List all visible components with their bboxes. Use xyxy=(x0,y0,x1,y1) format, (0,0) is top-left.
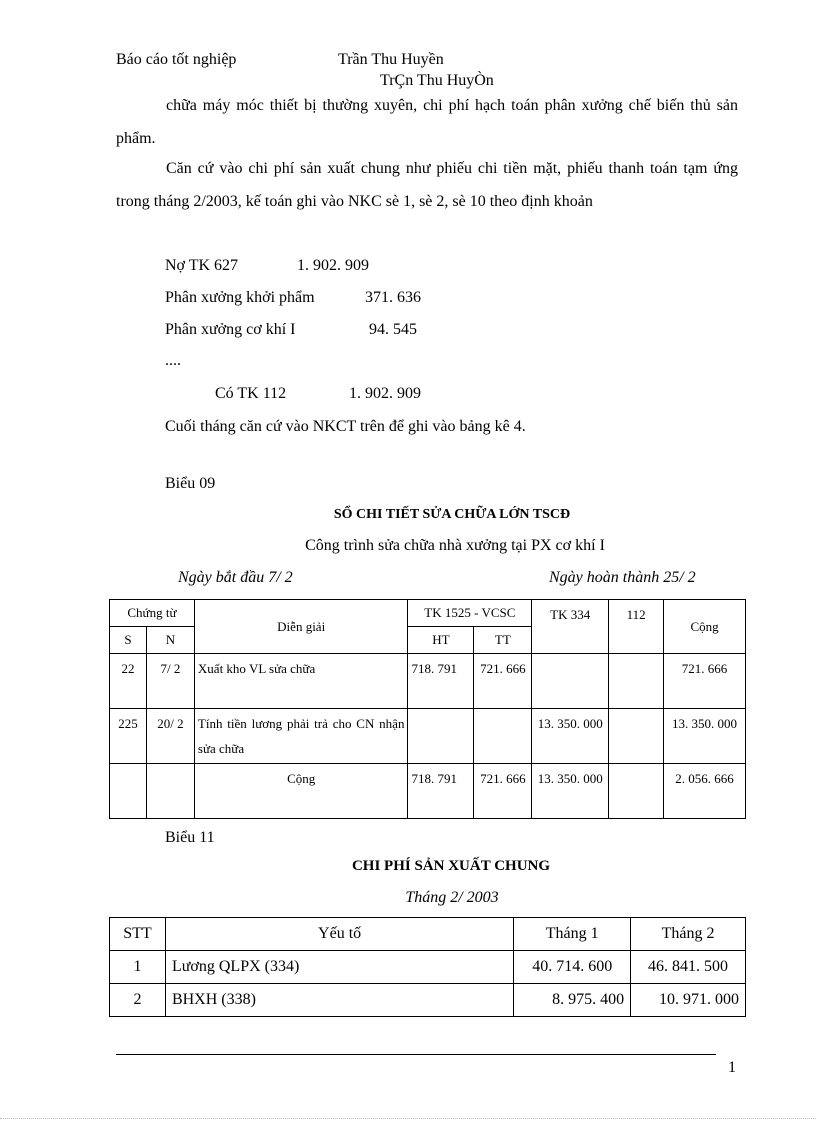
table-row xyxy=(110,951,746,984)
cell-ht xyxy=(408,709,474,764)
bieu09-label: Biểu 09 xyxy=(165,475,216,492)
cell-empty xyxy=(110,764,147,819)
table-header-row xyxy=(110,600,746,627)
cell-tt: 721. 666 xyxy=(474,654,532,709)
bieu11-title: CHI PHÍ SẢN XUẤT CHUNG xyxy=(351,858,551,874)
bieu11-subtitle: Tháng 2/ 2003 xyxy=(405,889,499,906)
cell-dien-giai: Tính tiền lương phải trả cho CN nhận sửa chữa xyxy=(194,709,408,764)
entry-debit-label: Nợ TK 627 xyxy=(165,257,239,274)
entry-workshop-2-value: 94. 545 xyxy=(369,321,417,338)
author-name-garbled: TrÇn Thu HuyÒn xyxy=(380,72,494,89)
header-tk334: TK 334 xyxy=(532,600,609,654)
bieu09-title: SỔ CHI TIẾT SỬA CHỮA LỚN TSCĐ xyxy=(333,507,571,522)
report-type: Báo cáo tốt nghiệp xyxy=(116,51,237,68)
bieu09-subtitle: Công trình sửa chữa nhà xưởng tại PX cơ khí I xyxy=(305,537,605,554)
cell-thang2: 10. 971. 000 xyxy=(631,984,746,1017)
bieu09-end-date: Ngày hoàn thành 25/ 2 xyxy=(549,569,696,586)
cell-thang1: 40. 714. 600 xyxy=(514,951,631,984)
cell-tk334: 13. 350. 000 xyxy=(532,709,609,764)
header-yeu-to: Yếu tố xyxy=(165,918,513,951)
cell-stt: 1 xyxy=(110,951,166,984)
cell-total-cong: 2. 056. 666 xyxy=(664,764,746,819)
cell-cong: 721. 666 xyxy=(664,654,746,709)
header-tk1525: TK 1525 - VCSC xyxy=(408,600,532,627)
table-total-row xyxy=(110,764,746,819)
header-thang2: Tháng 2 xyxy=(631,918,746,951)
bieu09-table xyxy=(109,599,746,819)
entry-credit-value: 1. 902. 909 xyxy=(349,385,421,402)
cell-total-tt: 721. 666 xyxy=(474,764,532,819)
header-ht: HT xyxy=(408,627,474,654)
header-tk112: 112 xyxy=(609,600,664,654)
paragraph-1: chữa máy móc thiết bị thường xuyên, chi phí hạch toán phân xưởng chế biến thủ sản phẩm. xyxy=(116,97,738,147)
author-name: Trần Thu Huyền xyxy=(338,51,444,68)
page-bottom-divider xyxy=(0,1118,816,1119)
cell-tk112 xyxy=(609,709,664,764)
table-header-row xyxy=(110,918,746,951)
cell-tk112 xyxy=(609,654,664,709)
bieu11-table xyxy=(109,917,746,1017)
bieu11-label: Biểu 11 xyxy=(165,829,215,846)
cell-total-ht: 718. 791 xyxy=(408,764,474,819)
header-n: N xyxy=(146,627,194,654)
cell-n: 7/ 2 xyxy=(146,654,194,709)
cell-s: 22 xyxy=(110,654,147,709)
cell-total-label: Cộng xyxy=(194,764,408,819)
cell-yeu-to: Lương QLPX (334) xyxy=(165,951,513,984)
cell-total-tk112 xyxy=(609,764,664,819)
ellipsis: .... xyxy=(165,352,181,369)
table-row xyxy=(110,984,746,1017)
cell-ht: 718. 791 xyxy=(408,654,474,709)
header-chung-tu: Chứng từ xyxy=(110,600,195,627)
table-row xyxy=(110,709,746,764)
cell-s: 225 xyxy=(110,709,147,764)
cell-yeu-to: BHXH (338) xyxy=(165,984,513,1017)
cell-thang2: 46. 841. 500 xyxy=(631,951,746,984)
cell-tt xyxy=(474,709,532,764)
entry-workshop-1-value: 371. 636 xyxy=(365,289,421,306)
cell-n: 20/ 2 xyxy=(146,709,194,764)
cell-thang1: 8. 975. 400 xyxy=(514,984,631,1017)
paragraph-2: Căn cứ vào chi phí sản xuất chung như phiếu chi tiền mặt, phiếu thanh toán tạm ứng trong tháng 2/2003, kế toán ghi vào NKC sè 1, sè 2, sè 10 theo định khoản xyxy=(116,160,738,210)
cell-empty xyxy=(146,764,194,819)
bieu09-start-date: Ngày bắt đầu 7/ 2 xyxy=(178,569,293,586)
closing-line: Cuối tháng căn cứ vào NKCT trên để ghi vào bảng kê 4. xyxy=(165,418,526,435)
page-number: 1 xyxy=(728,1059,736,1076)
header-stt: STT xyxy=(110,918,166,951)
header-cong: Cộng xyxy=(664,600,746,654)
table-row xyxy=(110,654,746,709)
cell-cong: 13. 350. 000 xyxy=(664,709,746,764)
entry-workshop-2-label: Phân xưởng cơ khí I xyxy=(165,321,296,338)
cell-tk334 xyxy=(532,654,609,709)
header-s: S xyxy=(110,627,147,654)
entry-debit-value: 1. 902. 909 xyxy=(297,257,369,274)
entry-workshop-1-label: Phân xưởng khởi phẩm xyxy=(165,289,315,306)
cell-total-tk334: 13. 350. 000 xyxy=(532,764,609,819)
header-tt: TT xyxy=(474,627,532,654)
header-dien-giai: Diễn giải xyxy=(194,600,408,654)
footer-rule xyxy=(116,1054,716,1055)
entry-credit-label: Có TK 112 xyxy=(215,385,287,402)
cell-dien-giai: Xuất kho VL sửa chữa xyxy=(194,654,408,709)
header-thang1: Tháng 1 xyxy=(514,918,631,951)
cell-stt: 2 xyxy=(110,984,166,1017)
